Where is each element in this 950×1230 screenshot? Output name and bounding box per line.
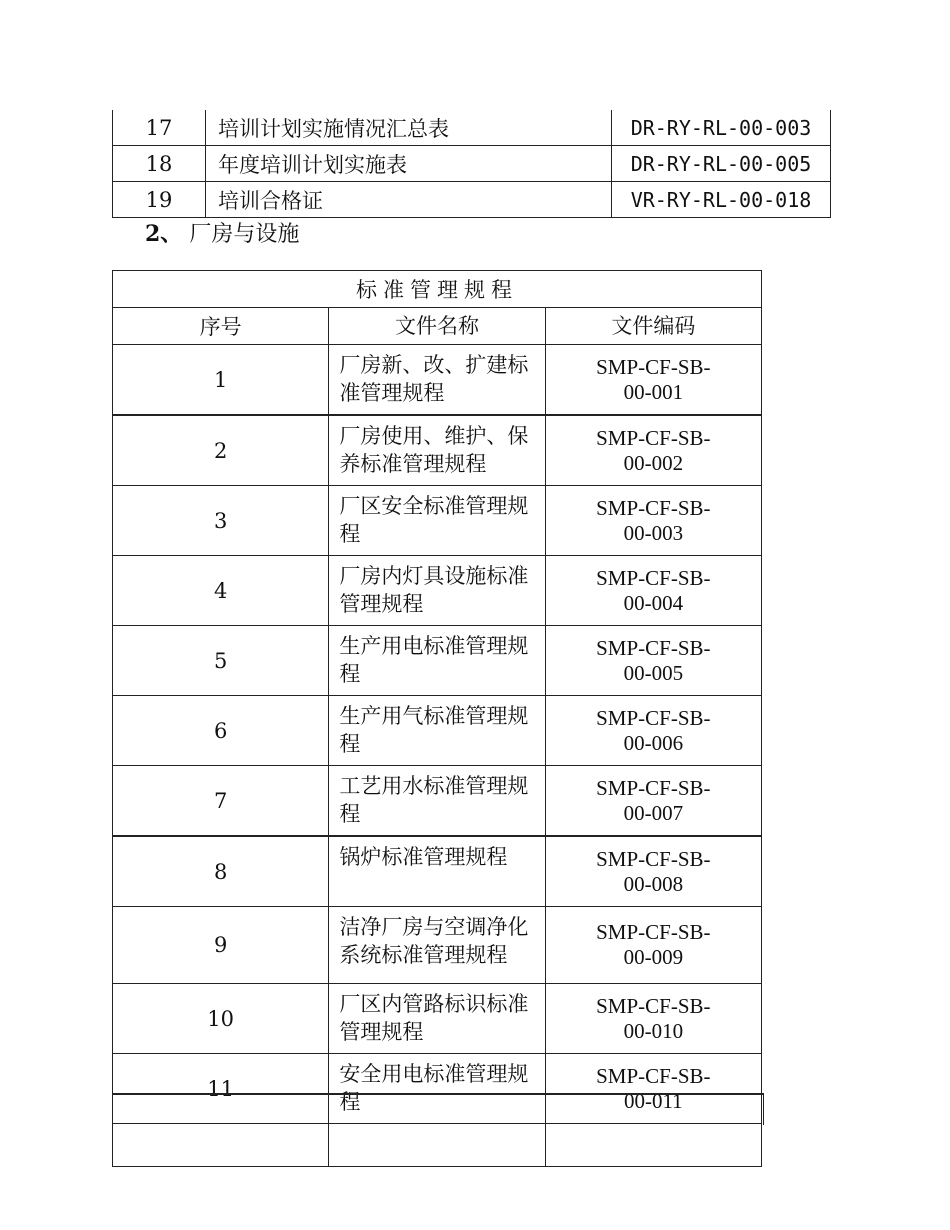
document-name: 洁净厂房与空调净化系统标准管理规程: [329, 907, 545, 984]
code-line-2: 00-001: [623, 379, 684, 404]
row-number: 2: [113, 415, 329, 486]
code-line-2: 00-005: [623, 660, 684, 685]
table-title: 标准管理规程: [113, 271, 762, 308]
table-row: [113, 146, 831, 182]
header-name: 文件名称: [329, 308, 545, 345]
row-number: 3: [113, 486, 329, 556]
table-row: [113, 696, 762, 766]
code-line-2: 00-002: [623, 450, 684, 475]
row-number: 19: [113, 182, 206, 218]
row-number: 17: [113, 110, 206, 146]
code-line-1: SMP-CF-SB-: [596, 846, 711, 871]
document-code: [545, 907, 761, 984]
empty-row: [113, 1124, 762, 1167]
document-name: 锅炉标准管理规程: [329, 836, 545, 907]
row-number: 8: [113, 836, 329, 907]
table-row: [113, 110, 831, 146]
document-name: 生产用电标准管理规程: [329, 626, 545, 696]
standard-management-table: [112, 270, 762, 1167]
document-code: VR-RY-RL-00-018: [612, 182, 831, 218]
row-number: 5: [113, 626, 329, 696]
table-continuation: [112, 1093, 764, 1125]
code-line-2: 00-006: [623, 730, 684, 755]
empty-cell: [329, 1124, 545, 1167]
table-header-row: [113, 308, 762, 345]
document-code: [545, 626, 761, 696]
document-code: DR-RY-RL-00-005: [612, 146, 831, 182]
table-row: [113, 182, 831, 218]
header-code: 文件编码: [545, 308, 761, 345]
document-name: 厂房新、改、扩建标准管理规程: [329, 345, 545, 416]
document-name: 年度培训计划实施表: [206, 146, 612, 182]
section-heading: [145, 217, 299, 248]
row-number: 6: [113, 696, 329, 766]
table-row: [113, 836, 762, 907]
code-line-2: 00-008: [623, 871, 684, 896]
empty-cell: [545, 1124, 761, 1167]
row-number: 10: [113, 984, 329, 1054]
code-line-1: SMP-CF-SB-: [596, 354, 711, 379]
code-line-2: 00-003: [623, 520, 684, 545]
empty-cell: [113, 1124, 329, 1167]
header-number: 序号: [113, 308, 329, 345]
code-line-1: SMP-CF-SB-: [596, 920, 711, 944]
document-name: 生产用气标准管理规程: [329, 696, 545, 766]
document-code: [545, 984, 761, 1054]
document-code: DR-RY-RL-00-003: [612, 110, 831, 146]
code-line-1: SMP-CF-SB-: [596, 495, 711, 520]
code-line-1: SMP-CF-SB-: [596, 993, 711, 1018]
table-row: [113, 486, 762, 556]
row-number: 9: [113, 907, 329, 984]
code-line-2: 00-011: [623, 1088, 683, 1113]
row-number: 1: [113, 345, 329, 416]
document-name: 安全用电标准管理规程: [329, 1054, 545, 1124]
document-code: [545, 836, 761, 907]
section-title: 厂房与设施: [189, 222, 300, 247]
document-code: [545, 766, 761, 837]
code-line-2: 00-010: [623, 1018, 684, 1043]
table-row: [113, 766, 762, 837]
table-row: [113, 626, 762, 696]
row-number: 4: [113, 556, 329, 626]
document-code: [545, 486, 761, 556]
document-code: [545, 345, 761, 416]
training-records-table: [112, 110, 831, 218]
table-row: [113, 907, 762, 984]
code-line-1: SMP-CF-SB-: [596, 565, 711, 590]
document-name: 培训合格证: [206, 182, 612, 218]
table-row: [113, 345, 762, 416]
row-number: 7: [113, 766, 329, 837]
code-line-1: SMP-CF-SB-: [596, 705, 711, 730]
document-name: 厂房使用、维护、保养标准管理规程: [329, 415, 545, 486]
table-title-row: [113, 271, 762, 308]
code-line-2: 00-004: [623, 590, 684, 615]
table-row: [113, 984, 762, 1054]
code-line-1: SMP-CF-SB-: [596, 775, 711, 800]
document-name: 厂区内管路标识标准管理规程: [329, 984, 545, 1054]
document-code: [545, 696, 761, 766]
code-line-1: SMP-CF-SB-: [596, 1063, 711, 1088]
document-name: 工艺用水标准管理规程: [329, 766, 545, 837]
code-line-2: 00-007: [623, 800, 684, 825]
document-code: [545, 415, 761, 486]
row-number: 18: [113, 146, 206, 182]
document-name: 厂房内灯具设施标准管理规程: [329, 556, 545, 626]
row-number: 11: [113, 1054, 329, 1124]
section-number: 2、: [145, 221, 183, 247]
table-row: [113, 415, 762, 486]
table-row: [113, 556, 762, 626]
code-line-2: 00-009: [623, 945, 684, 969]
document-code: [545, 556, 761, 626]
document-name: 厂区安全标准管理规程: [329, 486, 545, 556]
document-name: 培训计划实施情况汇总表: [206, 110, 612, 146]
code-line-1: SMP-CF-SB-: [596, 425, 711, 450]
code-line-1: SMP-CF-SB-: [596, 635, 711, 660]
